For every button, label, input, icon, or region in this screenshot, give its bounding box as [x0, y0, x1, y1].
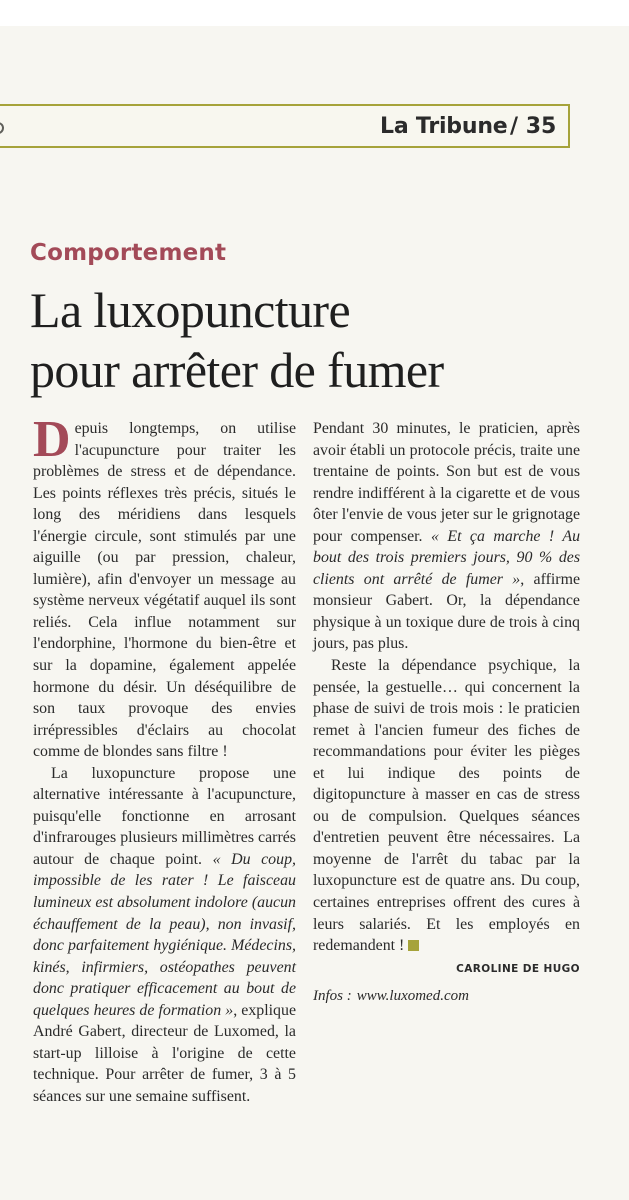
article-paragraph-2: [33, 763, 296, 1108]
drop-cap: D: [33, 411, 71, 468]
paragraph-3-text: Reste la dépendance psychique, la pensée, la gestuelle… qui concernent la phase de suivi de trois mois : le praticien remet à l'ancien fumeur des fiches de recommandations pour éviter les pièges et lui indique des points de digitopuncture à masser en cas de stress ou de compulsion. Quelques séances d'entretien peuvent être nécessaires. La moyenne de l'arrêt du tabac par la luxopuncture est de quatre ans. Du coup, certaines entreprises offrent des cures à leurs salariés. Et les employés en redemandent !: [313, 657, 580, 955]
signature-row: [313, 957, 580, 981]
article-column-left: [33, 411, 296, 1108]
infos-url: www.luxomed.com: [356, 988, 469, 1005]
article-column-right: [313, 418, 580, 1008]
infos-label: Infos :: [313, 988, 352, 1005]
article-paragraph-2-continued: [313, 418, 580, 655]
quote-gabert-2-cont: « Et ça marche ! Au bout des trois premiers jours, 90 % des clients ont arrêté de fumer »: [313, 527, 581, 588]
paragraph-2-text-a: La luxopuncture propose une alternative intéressante à l'acupuncture, puisqu'elle fonctionne en arrosant d'infrarouges plusieurs millimètres carrés autour de chaque point.: [33, 764, 296, 868]
paragraph-2-text-b-cont: Pendant 30 minutes, le praticien, après avoir établi un protocole précis, traite une trentaine de points. Son but est de vous rendre indifférent à la cigarette et de vous ôter l'envie de vous jeter sur le grignotage pour compenser.: [313, 420, 580, 545]
publication-name: La Tribune: [380, 114, 508, 139]
paragraph-2-text-c-cont: , affirme monsieur Gabert. Or, la dépendance physique à un toxique dure de trois à cinq jours, pas plus.: [313, 570, 580, 653]
article-paragraph-3: [313, 655, 580, 957]
headline-line-1: La luxopuncture: [30, 282, 351, 338]
paragraph-2-text-b: , explique André Gabert, directeur de Luxomed, la start-up lilloise à l'origine de cette technique. Pour arrêter de fumer, 3 à 5 séances sur une semaine suffisent.: [33, 1001, 296, 1105]
page-number: / 35: [510, 114, 557, 139]
quote-gabert-1: « Du coup, impossible de les rater ! Le faisceau lumineux est absolument indolore (aucun échauffement de la peau), non invasif, donc parfaitement hygiénique. Médecins, kinés, infirmiers, ostéopathes peuvent donc pratiquer efficacement au bout de quelques heures de formation »: [33, 850, 296, 1019]
end-of-article-mark: [408, 940, 419, 951]
article-paragraph-1: [33, 411, 296, 763]
author-signature: CAROLINE DE HUGO: [456, 962, 580, 975]
article-rubric: Comportement: [30, 240, 227, 266]
headline-line-2: pour arrêter de fumer: [30, 342, 444, 398]
article-headline: [30, 280, 590, 400]
paragraph-1-text: epuis longtemps, on utilise l'acupuncture pour traiter les problèmes de stress et de dépendance. Les points réflexes très précis, situés le long des méridiens dans lesquels l'énergie circule, sont stimulés par une aiguille (ou par pression, chaleur, lumière), afin d'envoyer un message au système nerveux végétatif auquel ils sont reliés. Cela influe notamment sur l'endorphine, l'hormone du bien-être et sur la dopamine, également appelée hormone du désir. Un déséquilibre de son taux provoque des envies irrépressibles d'éclairs au chocolat comme de blondes sans filtre !: [33, 420, 296, 761]
infos-line: [313, 986, 580, 1008]
